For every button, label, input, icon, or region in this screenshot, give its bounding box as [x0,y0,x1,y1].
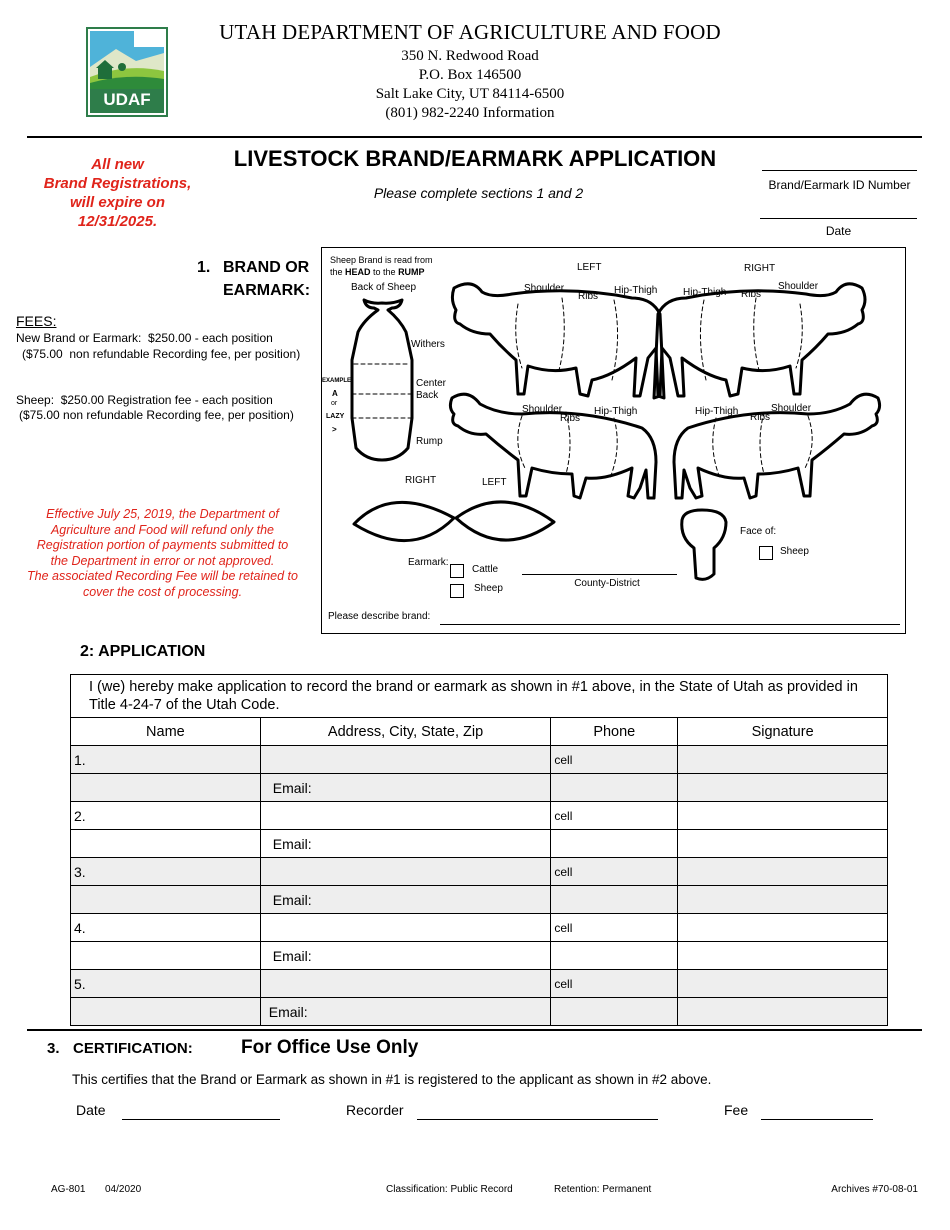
applicant-email-cell[interactable] [260,998,551,1026]
example-a: A [332,389,338,398]
applicant-phone-cell[interactable] [551,746,678,774]
cert-fee-line[interactable] [761,1119,873,1120]
sheep-note-1: Sheep Brand is read from [330,255,433,265]
refund-line-5: The associated Recording Fee will be retained to [27,569,298,584]
row-number: 3. [74,863,86,880]
cattle-label: Cattle [472,564,499,575]
cert-date-line[interactable] [122,1119,280,1120]
shoulder-label-bl: Shoulder [522,404,563,415]
fee-sheep: Sheep: $250.00 Registration fee - each position [16,393,273,407]
fee-new-brand-recording: ($75.00 non refundable Recording fee, per position) [22,347,301,361]
applicant-signature-cell[interactable] [678,746,888,774]
applicant-row-3 [71,858,888,886]
applicant-phone-extra-cell[interactable] [551,886,678,914]
applicant-row-5 [71,970,888,998]
applicant-name-cell[interactable] [71,802,261,830]
section1-number: 1. [197,259,211,276]
cell-label: cell [554,752,573,767]
application-statement: I (we) hereby make application to record the brand or earmark as shown in #1 above, in the State of Utah as provided in Title 4-24-7 of the Utah Code. [71,675,888,718]
refund-line-3: Registration portion of payments submitted to [36,538,289,553]
row-number: 1. [74,751,86,768]
county-district-label: County-District [574,578,640,589]
county-district-line[interactable] [522,574,677,575]
sheep-note-head: HEAD [345,267,371,277]
face-of-label: Face of: [740,526,777,537]
section2-title: 2: APPLICATION [80,643,206,660]
applicant-email-row-4 [71,942,888,970]
applicant-phone-extra-cell[interactable] [551,830,678,858]
applicant-signature-extra-cell[interactable] [678,774,888,802]
ribs-label-br: Ribs [750,412,771,423]
brand-diagram-box [321,247,906,634]
brand-id-label: Brand/Earmark ID Number [768,178,911,192]
applicant-email-cell[interactable] [260,774,551,802]
email-spacer [71,886,261,914]
sheep-note-2 [330,267,425,277]
applicant-email-cell[interactable] [260,830,551,858]
example-or: or [331,400,338,407]
email-label: Email: [272,947,312,964]
example-lazy: LAZY [326,413,345,420]
email-label: Email: [272,779,312,796]
refund-line-2: Agriculture and Food will refund only the [50,522,275,537]
cell-label: cell [554,808,573,823]
cattle-checkbox[interactable] [450,564,464,578]
udaf-logo [86,27,168,117]
applicant-address-cell[interactable] [260,970,551,998]
applicant-address-cell[interactable] [260,802,551,830]
applicant-address-cell[interactable] [260,746,551,774]
date-line[interactable] [760,218,917,219]
ribs-label-bl: Ribs [560,413,581,424]
agency-address-3: Salt Lake City, UT 84114-6500 [375,86,565,102]
footer-version: 04/2020 [105,1184,142,1195]
cert-fee-label: Fee [724,1102,749,1118]
ear-left-label: LEFT [482,477,507,488]
section1-title-2: EARMARK: [223,282,311,299]
expire-line-2: Brand Registrations, [43,175,192,192]
cert-recorder-line[interactable] [417,1119,658,1120]
applicant-email-row-5 [71,998,888,1026]
shoulder-label-br: Shoulder [771,403,812,414]
applicant-email-cell[interactable] [260,942,551,970]
hip-thigh-label-tr: Hip-Thigh [683,287,727,298]
ribs-label-tl: Ribs [578,291,599,302]
center-label: Center [416,378,447,389]
col-header-phone: Phone [551,718,678,746]
hip-thigh-label-tl: Hip-Thigh [614,285,658,296]
brand-id-line[interactable] [762,170,917,171]
header-divider [27,136,922,138]
fee-sheep-recording: ($75.00 non refundable Recording fee, per position) [19,408,294,422]
earmark-label: Earmark: [408,557,449,568]
section3-number: 3. [47,1040,60,1057]
col-header-address: Address, City, State, Zip [260,718,551,746]
refund-line-4: the Department in error or not approved. [50,553,275,568]
section1-title-1: BRAND OR [223,259,310,276]
cattle-right-top-outline [654,284,865,398]
row-number: 2. [74,807,86,824]
cert-date-label: Date [76,1102,106,1118]
applicant-email-row-1 [71,774,888,802]
agency-address-1: 350 N. Redwood Road [401,48,539,64]
describe-brand-label: Please describe brand: [328,611,431,622]
logo-text: UDAF [103,90,151,109]
office-use-only: For Office Use Only [241,1037,419,1058]
cell-label: cell [554,920,573,935]
shoulder-label-tr: Shoulder [778,281,819,292]
applicant-row-4 [71,914,888,942]
withers-label: Withers [411,339,445,350]
describe-brand-line[interactable] [440,624,900,625]
back-label: Back [416,390,439,401]
section3-divider [27,1029,922,1031]
footer-retention: Retention: Permanent [554,1184,652,1195]
applicant-phone-cell[interactable] [551,914,678,942]
refund-line-6: cover the cost of processing. [82,584,243,599]
applicant-name-cell[interactable] [71,914,261,942]
rump-label: Rump [416,436,443,447]
row-number: 5. [74,975,86,992]
email-spacer [71,774,261,802]
expire-line-1: All new [91,156,144,173]
cattle-left-top-outline [452,284,664,398]
applicant-signature-cell[interactable] [678,914,888,942]
applicant-phone-cell[interactable] [551,970,678,998]
applicant-signature-extra-cell[interactable] [678,886,888,914]
fee-new-brand: New Brand or Earmark: $250.00 - each position [16,331,273,345]
applicant-name-cell[interactable] [71,858,261,886]
ear-right-outline [354,502,454,540]
footer-form-number: AG-801 [51,1184,86,1195]
livestock-outlines [322,248,907,635]
applicant-row-2 [71,802,888,830]
agency-phone: (801) 982-2240 Information [385,105,555,121]
applicant-address-cell[interactable] [260,858,551,886]
sheep-earmark-checkbox[interactable] [450,584,464,598]
date-label: Date [825,224,852,238]
face-sheep-checkbox[interactable] [759,546,773,560]
sheep-earmark-label: Sheep [474,583,503,594]
section3-title: CERTIFICATION: [73,1040,193,1057]
refund-line-1: Effective July 25, 2019, the Department of [46,507,279,521]
expire-line-4: 12/31/2025. [77,213,158,230]
agency-address-2: P.O. Box 146500 [418,67,522,83]
applicant-phone-extra-cell[interactable] [551,942,678,970]
example-label: EXAMPLE [322,378,352,384]
hip-thigh-label-bl: Hip-Thigh [594,406,638,417]
applicant-signature-cell[interactable] [678,858,888,886]
fees-heading: FEES: [16,313,57,329]
form-title: LIVESTOCK BRAND/EARMARK APPLICATION [233,146,717,171]
email-spacer [71,942,261,970]
ribs-label-tr: Ribs [741,289,762,300]
right-side-label: RIGHT [744,263,776,274]
cell-label: cell [554,864,573,879]
application-table [70,674,888,1026]
col-header-signature: Signature [678,718,888,746]
sheep-back-outline [352,300,412,460]
applicant-phone-extra-cell[interactable] [551,998,678,1026]
back-of-sheep-label: Back of Sheep [351,282,417,293]
example-lazy-a: > [332,425,337,434]
sheep-face-outline [682,510,726,579]
applicant-signature-extra-cell[interactable] [678,998,888,1026]
ear-left-outline [456,502,554,540]
applicant-email-row-2 [71,830,888,858]
face-sheep-label: Sheep [780,546,809,557]
footer-classification: Classification: Public Record [386,1184,513,1195]
applicant-name-cell[interactable] [71,970,261,998]
applicant-signature-cell[interactable] [678,970,888,998]
email-spacer [71,830,261,858]
sheep-note-rump: RUMP [398,267,425,277]
applicant-email-row-3 [71,886,888,914]
ear-right-label: RIGHT [405,475,437,486]
applicant-signature-extra-cell[interactable] [678,942,888,970]
hip-thigh-label-br: Hip-Thigh [695,406,739,417]
applicant-name-cell[interactable] [71,746,261,774]
shoulder-label-tl: Shoulder [524,283,565,294]
applicant-phone-cell[interactable] [551,858,678,886]
applicant-signature-extra-cell[interactable] [678,830,888,858]
col-header-name: Name [71,718,261,746]
expiration-notice [20,155,215,231]
applicant-address-cell[interactable] [260,914,551,942]
certification-text: This certifies that the Brand or Earmark as shown in #1 is registered to the applicant as shown in #2 above. [72,1072,712,1087]
applicant-phone-extra-cell[interactable] [551,774,678,802]
cert-recorder-label: Recorder [346,1102,404,1118]
applicant-signature-cell[interactable] [678,802,888,830]
applicant-phone-cell[interactable] [551,802,678,830]
row-number: 4. [74,919,86,936]
applicant-row-1 [71,746,888,774]
email-spacer [71,998,261,1026]
left-side-label: LEFT [577,262,602,273]
applicant-email-cell[interactable] [260,886,551,914]
cell-label: cell [554,976,573,991]
expire-line-3: will expire on [69,194,166,211]
footer-archives: Archives #70-08-01 [831,1184,918,1195]
email-label: Email: [272,835,312,852]
refund-notice [10,507,315,601]
sheep-note-2b: to the [370,267,399,277]
email-label: Email: [268,1003,308,1020]
sheep-note-2a: the [330,267,346,277]
agency-name: UTAH DEPARTMENT OF AGRICULTURE AND FOOD [219,20,721,44]
form-subtitle: Please complete sections 1 and 2 [373,185,584,201]
email-label: Email: [272,891,312,908]
